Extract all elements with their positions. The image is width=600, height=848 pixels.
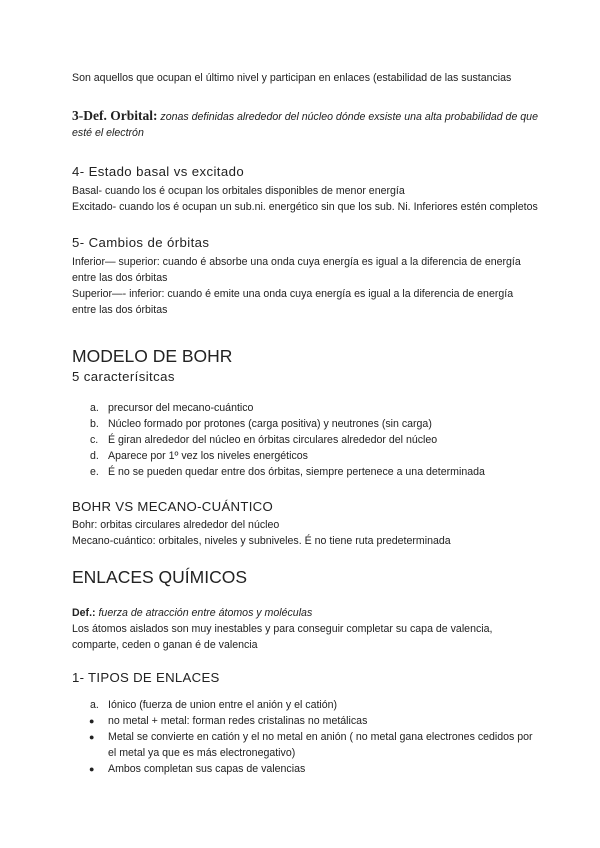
bohr-vs-heading: BOHR VS MECANO-CUÁNTICO — [72, 499, 274, 514]
enlaces-body — [72, 605, 540, 653]
cambios-line: Inferior— superior: cuando é absorbe una onda cuya energía es igual a la diferencia de energía entre las dos órbitas — [72, 256, 521, 284]
cambios-section — [72, 234, 540, 318]
list-text: precursor del mecano-cuántico — [108, 402, 254, 414]
orbital-definition — [72, 108, 540, 141]
list-text: É no se pueden quedar entre dos órbitas, siempre pertenece a una determinada — [108, 466, 485, 478]
bohr-vs-line: Mecano-cuántico: orbitales, niveles y subniveles. É no tiene ruta predeterminada — [72, 535, 451, 547]
list-item — [72, 729, 540, 761]
list-text: Iónico (fuerza de union entre el anión y el catión) — [108, 699, 338, 711]
list-text: É giran alrededor del núcleo en órbitas circulares alrededor del núcleo — [108, 434, 438, 446]
bohr-list — [72, 400, 540, 480]
cambios-line: Superior—- inferior: cuando é emite una onda cuya energía es igual a la diferencia de energía entre las dos órbitas — [72, 288, 514, 316]
estado-line: Basal- cuando los é ocupan los orbitales disponibles de menor energía — [72, 185, 405, 197]
bohr-subtitle: 5 caracterísitcas — [72, 369, 175, 384]
list-marker: d. — [90, 450, 99, 462]
enlaces-def-label: Def.: — [72, 607, 96, 619]
list-item — [72, 713, 540, 729]
list-item — [72, 432, 540, 448]
orbital-label: 3-Def. Orbital: — [72, 108, 158, 123]
list-text: no metal + metal: forman redes cristalinas no metálicas — [108, 715, 368, 727]
list-marker: a. — [90, 402, 99, 414]
enlaces-heading: ENLACES QUÍMICOS — [72, 567, 248, 587]
list-text: Aparece por 1º vez los niveles energéticos — [108, 450, 308, 462]
list-marker: b. — [90, 418, 99, 430]
estado-section — [72, 163, 540, 215]
list-text: Metal se convierte en catión y el no metal en anión ( no metal gana electrones cedidos por el metal ya que es más electronegativo) — [108, 731, 533, 759]
list-item — [72, 464, 540, 480]
list-marker: c. — [90, 434, 99, 446]
estado-heading: 4- Estado basal vs excitado — [72, 164, 245, 179]
cambios-heading: 5- Cambios de órbitas — [72, 235, 210, 250]
orbital-text: zonas definidas alrededor del núcleo dónde exsiste una alta probabilidad de que esté el electrón — [72, 111, 538, 139]
list-item — [72, 448, 540, 464]
bohr-vs-section — [72, 498, 540, 549]
enlaces-paragraph: Los átomos aislados son muy inestables y para conseguir completar su capa de valencia, comparte, ceden o ganan é de valencia — [72, 623, 493, 651]
bullet-icon: ● — [89, 732, 95, 742]
list-item — [72, 400, 540, 416]
tipos-list — [72, 697, 540, 777]
list-item — [72, 761, 540, 777]
enlaces-def-text: fuerza de atracción entre átomos y moléculas — [95, 607, 313, 619]
bohr-vs-line: Bohr: orbitas circulares alrededor del núcleo — [72, 519, 280, 531]
list-item — [72, 416, 540, 432]
list-marker: a. — [90, 699, 99, 711]
list-text: Ambos completan sus capas de valencias — [108, 763, 306, 775]
bullet-icon: ● — [89, 764, 95, 774]
list-marker: e. — [90, 466, 99, 478]
enlaces-definition — [72, 605, 540, 621]
estado-line: Excitado- cuando los é ocupan un sub.ni. energético sin que los sub. Ni. Inferiores estén completos — [72, 201, 538, 213]
list-text: Núcleo formado por protones (carga positiva) y neutrones (sin carga) — [108, 418, 432, 430]
bohr-heading: MODELO DE BOHR — [72, 346, 233, 366]
list-item — [72, 697, 540, 713]
tipos-heading: 1- TIPOS DE ENLACES — [72, 670, 220, 685]
bullet-icon: ● — [89, 716, 95, 726]
intro-paragraph: Son aquellos que ocupan el último nivel y participan en enlaces (estabilidad de las sustancias — [72, 72, 512, 84]
